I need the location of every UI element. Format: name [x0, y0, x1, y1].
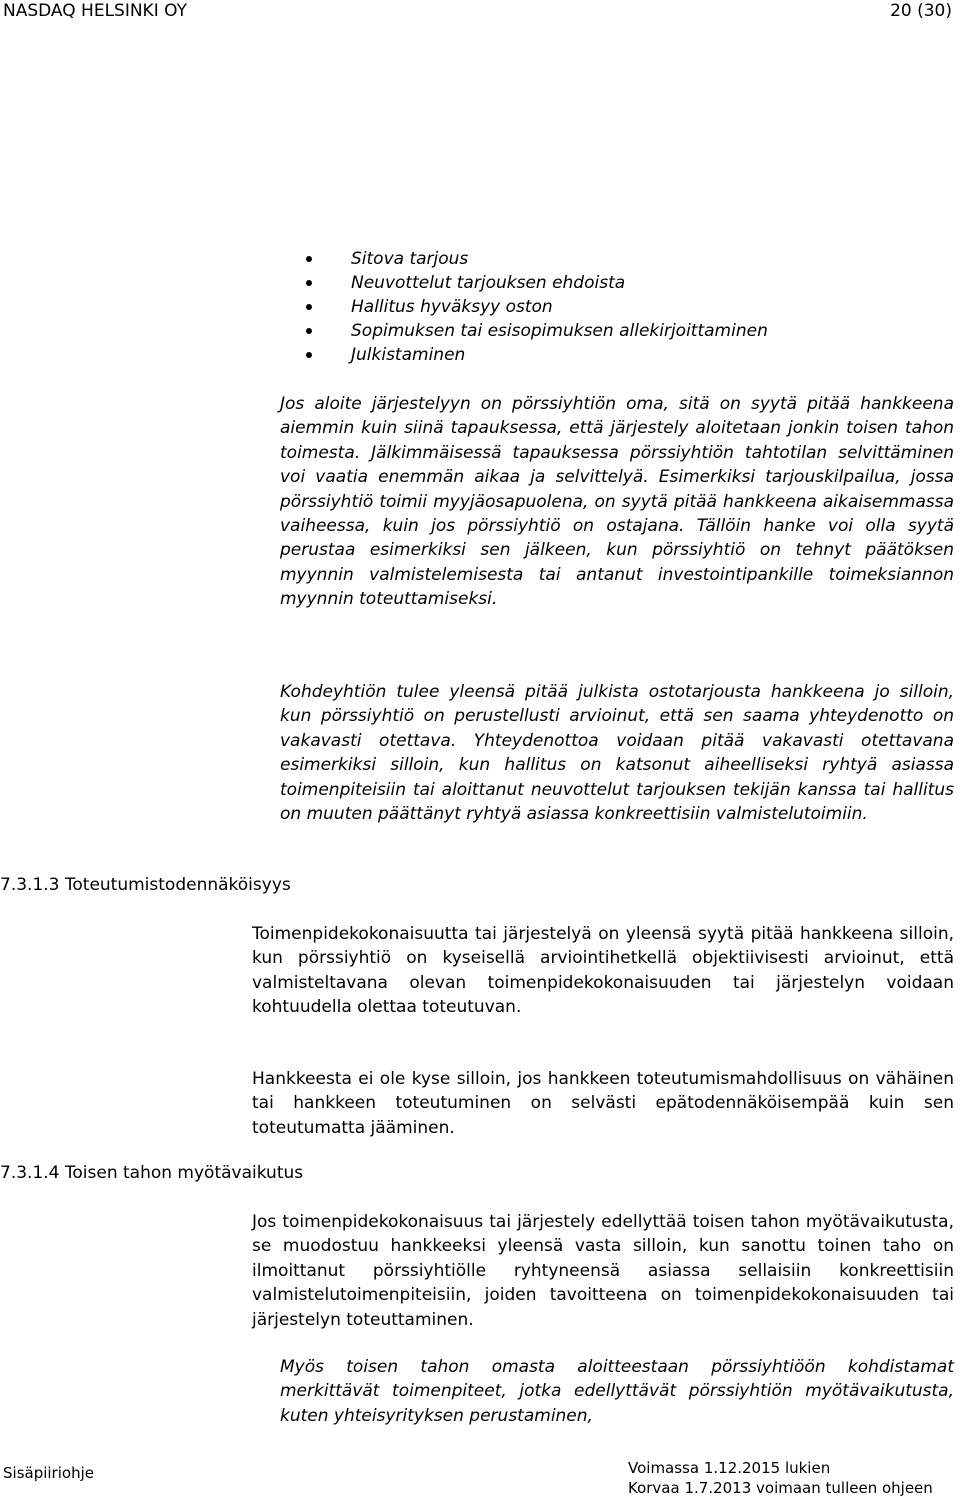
footer-validity — [628, 1458, 933, 1498]
paragraph-third-party: Jos toimenpidekokonaisuus tai järjestely edellyttää toisen tahon myötävaikutusta, se muodostuu hankkeeksi yleensä vasta silloin, kun sanottu toinen taho on ilmoittanut pörssiyhtiölle ryhtyneensä asiassa sellaisiin konkreettisiin valmistelutoimenpiteisiin, joiden tavoitteena on toimenpidekokonaisuuden tai järjestelyn toteuttaminen. — [252, 1212, 954, 1330]
footer-document-name: Sisäpiiriohje — [3, 1464, 94, 1482]
section-heading-third-party: 7.3.1.4 Toisen tahon myötävaikutus — [0, 1163, 304, 1183]
process-steps-list — [280, 247, 768, 367]
list-item: Neuvottelut tarjouksen ehdoista — [280, 271, 768, 295]
list-item: Sopimuksen tai esisopimuksen allekirjoittaminen — [280, 319, 768, 343]
list-item: Hallitus hyväksyy oston — [280, 295, 768, 319]
header-company: NASDAQ HELSINKI OY — [3, 1, 187, 21]
footer-valid-from: Voimassa 1.12.2015 lukien — [628, 1459, 831, 1477]
list-item: Julkistaminen — [280, 343, 768, 367]
paragraph-probability: Toimenpidekokonaisuutta tai järjestelyä on yleensä syytä pitää hankkeena silloin, kun pörssiyhtiö on kyseisellä arviointihetkellä objektiivisesti arvioinut, että valmisteltavana olevan toimenpidekokonaisuuden tai järjestelyn voidaan kohtuudella olettaa toteutuvan. — [252, 924, 954, 1018]
page-number: 20 (30) — [890, 1, 952, 21]
paragraph-target-company: Kohdeyhtiön tulee yleensä pitää julkista ostotarjousta hankkeena jo silloin, kun pörssiyhtiö on perustellusti arvioinut, että sen saama yhteydenotto on vakavasti otettava. Yhteydenottoa voidaan pitää vakavasti otettavana esimerkiksi silloin, kun hallitus on katsonut aiheelliseksi ryhtyä asiassa toimenpiteisiin tai aloittanut neuvottelut tarjouksen tekijän kanssa tai hallitus on muuten päättänyt ryhtyä asiassa konkreettisiin valmistelutoimiin. — [280, 682, 954, 825]
list-item: Sitova tarjous — [280, 247, 768, 271]
section-heading-probability: 7.3.1.3 Toteutumistodennäköisyys — [0, 875, 291, 895]
footer-replaces: Korvaa 1.7.2013 voimaan tulleen ohjeen — [628, 1479, 933, 1497]
paragraph-initiative: Jos aloite järjestelyyn on pörssiyhtiön oma, sitä on syytä pitää hankkeena aiemmin kuin siinä tapauksessa, että järjestely aloitetaan jonkin toisen tahon toimesta. Jälkimmäisessä tapauksessa pörssiyhtiön tahtotilan selvittäminen voi vaatia enemmän aikaa ja selvittelyä. Esimerkiksi tarjouskilpailua, jossa pörssiyhtiö toimii myyjäosapuolena, on syytä pitää hankkeena aikaisemmassa vaiheessa, kuin jos pörssiyhtiö on ostajana. Tällöin hanke voi olla syytä perustaa esimerkiksi sen jälkeen, kun pörssiyhtiö on tehnyt päätöksen myynnin valmistelemisesta tai antanut investointipankille toimeksiannon myynnin toteuttamiseksi. — [280, 394, 954, 610]
paragraph-third-party-initiative: Myös toisen tahon omasta aloitteestaan pörssiyhtiöön kohdistamat merkittävät toimenpiteet, jotka edellyttävät pörssiyhtiön myötävaikutusta, kuten yhteisyrityksen perustaminen, — [280, 1357, 954, 1426]
paragraph-not-project: Hankkeesta ei ole kyse silloin, jos hankkeen toteutumismahdollisuus on vähäinen tai hankkeen toteutuminen on selvästi epätodennäköisempää kuin sen toteutumatta jääminen. — [252, 1069, 954, 1138]
